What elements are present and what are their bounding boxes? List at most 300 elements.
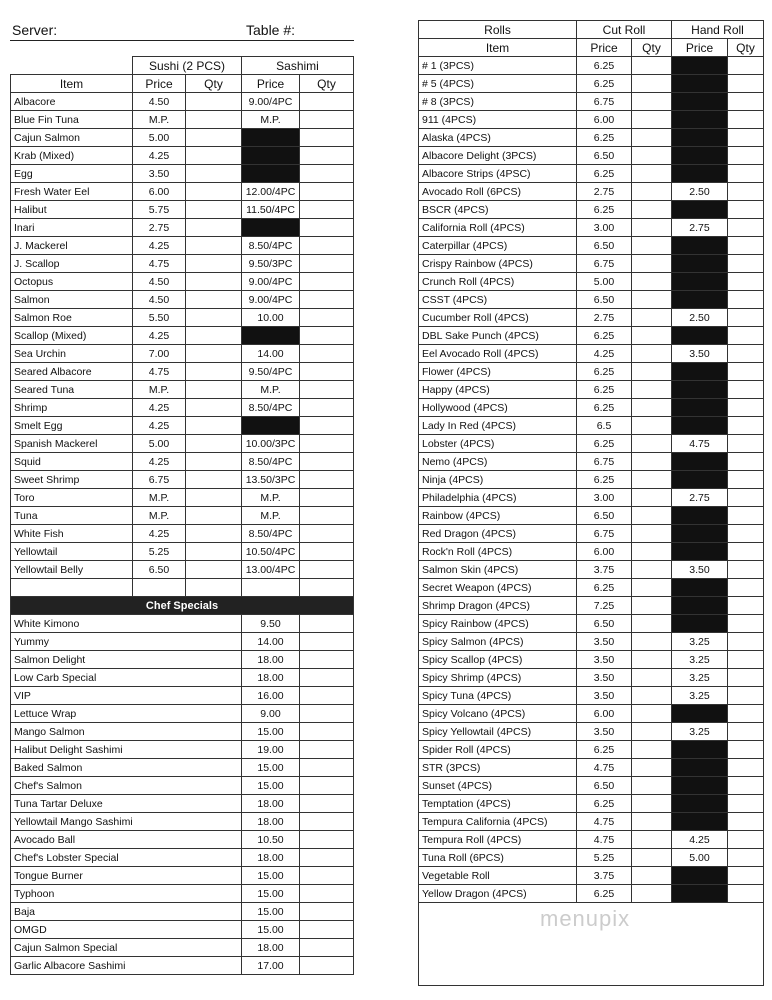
cut-qty-cell[interactable]: [632, 147, 672, 165]
hand-qty-cell[interactable]: [728, 651, 764, 669]
special-qty-cell[interactable]: [300, 759, 354, 777]
hand-qty-cell[interactable]: [728, 795, 764, 813]
special-qty-cell[interactable]: [300, 903, 354, 921]
hand-qty-cell[interactable]: [728, 669, 764, 687]
cut-qty-cell[interactable]: [632, 741, 672, 759]
sashimi-price: 8.50/4PC: [242, 237, 300, 255]
roll-item-row: [419, 777, 764, 795]
hand-qty-cell[interactable]: [728, 615, 764, 633]
hand-qty-cell[interactable]: [728, 309, 764, 327]
cut-qty-cell[interactable]: [632, 129, 672, 147]
cut-qty-header: Qty: [632, 39, 672, 57]
sushi-qty-cell[interactable]: [186, 147, 242, 165]
sushi-qty-cell[interactable]: [186, 255, 242, 273]
hand-qty-cell[interactable]: [728, 93, 764, 111]
unavailable-cell: [672, 525, 728, 543]
cut-price: 6.25: [577, 327, 632, 345]
sashimi-qty-cell[interactable]: [300, 543, 354, 561]
special-name: Tuna Tartar Deluxe: [11, 795, 242, 813]
sushi-qty-cell[interactable]: [186, 93, 242, 111]
sashimi-qty-cell[interactable]: [300, 291, 354, 309]
hand-qty-cell[interactable]: [728, 489, 764, 507]
roll-item-row: [419, 579, 764, 597]
hand-price: 2.50: [672, 183, 728, 201]
roll-item-row: [419, 327, 764, 345]
special-qty-cell[interactable]: [300, 867, 354, 885]
special-qty-cell[interactable]: [300, 831, 354, 849]
sashimi-price: M.P.: [242, 111, 300, 129]
rolls-table: [418, 20, 764, 986]
cut-price: 3.00: [577, 489, 632, 507]
sushi-qty-cell[interactable]: [186, 219, 242, 237]
special-qty-cell[interactable]: [300, 723, 354, 741]
cut-qty-cell[interactable]: [632, 363, 672, 381]
unavailable-cell: [672, 147, 728, 165]
sushi-qty-cell[interactable]: [186, 399, 242, 417]
chef-special-row: [11, 651, 354, 669]
sushi-price: M.P.: [133, 489, 186, 507]
unavailable-cell: [672, 615, 728, 633]
cut-price: 3.75: [577, 561, 632, 579]
roll-name: CSST (4PCS): [419, 291, 577, 309]
special-name: VIP: [11, 687, 242, 705]
cut-price: 6.75: [577, 93, 632, 111]
chef-special-row: [11, 759, 354, 777]
hand-qty-cell[interactable]: [728, 327, 764, 345]
sushi-qty-cell[interactable]: [186, 111, 242, 129]
special-qty-cell[interactable]: [300, 687, 354, 705]
roll-item-row: [419, 435, 764, 453]
sashimi-qty-cell[interactable]: [300, 147, 354, 165]
sashimi-qty-cell[interactable]: [300, 399, 354, 417]
special-name: Baja: [11, 903, 242, 921]
hand-qty-cell[interactable]: [728, 399, 764, 417]
sushi-qty-cell[interactable]: [186, 417, 242, 435]
corner-blank: [11, 57, 133, 75]
cut-qty-cell[interactable]: [632, 867, 672, 885]
cut-qty-cell[interactable]: [632, 381, 672, 399]
sashimi-qty-cell[interactable]: [300, 381, 354, 399]
special-qty-cell[interactable]: [300, 669, 354, 687]
hand-qty-cell[interactable]: [728, 885, 764, 903]
item-name: Halibut: [11, 201, 133, 219]
special-qty-cell[interactable]: [300, 633, 354, 651]
roll-item-row: [419, 741, 764, 759]
hand-qty-cell[interactable]: [728, 561, 764, 579]
spacer-cell: [242, 579, 300, 597]
spacer-cell: [300, 579, 354, 597]
menu-item-row: [11, 201, 354, 219]
spacer-cell: [186, 579, 242, 597]
sushi-qty-cell[interactable]: [186, 381, 242, 399]
cut-qty-cell[interactable]: [632, 669, 672, 687]
roll-name: Yellow Dragon (4PCS): [419, 885, 577, 903]
cut-qty-cell[interactable]: [632, 831, 672, 849]
sushi-qty-cell[interactable]: [186, 345, 242, 363]
roll-item-row: [419, 363, 764, 381]
roll-name: Red Dragon (4PCS): [419, 525, 577, 543]
special-name: Low Carb Special: [11, 669, 242, 687]
sashimi-qty-cell[interactable]: [300, 273, 354, 291]
unavailable-cell: [672, 237, 728, 255]
hand-qty-cell[interactable]: [728, 525, 764, 543]
cut-qty-cell[interactable]: [632, 759, 672, 777]
cut-qty-cell[interactable]: [632, 813, 672, 831]
cut-roll-header: Cut Roll: [577, 21, 672, 39]
hand-qty-cell[interactable]: [728, 363, 764, 381]
chef-special-row: [11, 921, 354, 939]
hand-qty-cell[interactable]: [728, 723, 764, 741]
unavailable-cell: [672, 813, 728, 831]
spacer-row: [11, 579, 354, 597]
cut-qty-cell[interactable]: [632, 417, 672, 435]
special-price: 18.00: [242, 651, 300, 669]
cut-qty-cell[interactable]: [632, 651, 672, 669]
cut-price: 6.50: [577, 777, 632, 795]
sashimi-group-header: Sashimi: [242, 57, 354, 75]
hand-qty-cell[interactable]: [728, 813, 764, 831]
sashimi-qty-cell[interactable]: [300, 165, 354, 183]
cut-qty-cell[interactable]: [632, 273, 672, 291]
sashimi-qty-cell[interactable]: [300, 129, 354, 147]
sushi-qty-cell[interactable]: [186, 489, 242, 507]
roll-name: BSCR (4PCS): [419, 201, 577, 219]
hand-qty-cell[interactable]: [728, 147, 764, 165]
roll-item-row: [419, 273, 764, 291]
special-qty-cell[interactable]: [300, 813, 354, 831]
roll-name: Philadelphia (4PCS): [419, 489, 577, 507]
cut-price: 3.00: [577, 219, 632, 237]
sushi-qty-cell[interactable]: [186, 291, 242, 309]
item-name: Seared Tuna: [11, 381, 133, 399]
sushi-qty-cell[interactable]: [186, 327, 242, 345]
unavailable-cell: [672, 597, 728, 615]
special-price: 15.00: [242, 921, 300, 939]
item-name: J. Scallop: [11, 255, 133, 273]
sushi-qty-cell[interactable]: [186, 561, 242, 579]
hand-qty-cell[interactable]: [728, 75, 764, 93]
cut-qty-cell[interactable]: [632, 525, 672, 543]
hand-qty-cell[interactable]: [728, 219, 764, 237]
cut-qty-cell[interactable]: [632, 399, 672, 417]
roll-name: Flower (4PCS): [419, 363, 577, 381]
cut-qty-cell[interactable]: [632, 561, 672, 579]
special-qty-cell[interactable]: [300, 777, 354, 795]
hand-qty-cell[interactable]: [728, 687, 764, 705]
roll-name: Spicy Salmon (4PCS): [419, 633, 577, 651]
hand-qty-cell[interactable]: [728, 705, 764, 723]
sashimi-price: 9.00/4PC: [242, 93, 300, 111]
cut-qty-cell[interactable]: [632, 435, 672, 453]
hand-qty-cell[interactable]: [728, 867, 764, 885]
sashimi-qty-cell[interactable]: [300, 219, 354, 237]
sashimi-qty-cell[interactable]: [300, 201, 354, 219]
cut-qty-cell[interactable]: [632, 75, 672, 93]
roll-item-row: [419, 687, 764, 705]
roll-item-row: [419, 201, 764, 219]
header-underline: [10, 40, 354, 41]
cut-qty-cell[interactable]: [632, 543, 672, 561]
roll-item-row: [419, 597, 764, 615]
hand-qty-cell[interactable]: [728, 831, 764, 849]
special-qty-cell[interactable]: [300, 651, 354, 669]
cut-qty-cell[interactable]: [632, 795, 672, 813]
roll-name: 911 (4PCS): [419, 111, 577, 129]
hand-qty-cell[interactable]: [728, 741, 764, 759]
roll-item-row: [419, 309, 764, 327]
sashimi-qty-cell[interactable]: [300, 507, 354, 525]
unavailable-cell: [242, 327, 300, 345]
sushi-qty-cell[interactable]: [186, 237, 242, 255]
roll-item-row: [419, 885, 764, 903]
cut-qty-cell[interactable]: [632, 885, 672, 903]
special-qty-cell[interactable]: [300, 885, 354, 903]
cut-qty-cell[interactable]: [632, 165, 672, 183]
rolls-group-header-row: [419, 21, 764, 39]
cut-qty-cell[interactable]: [632, 507, 672, 525]
sashimi-qty-cell[interactable]: [300, 327, 354, 345]
special-price: 18.00: [242, 939, 300, 957]
roll-item-row: [419, 291, 764, 309]
sashimi-qty-cell[interactable]: [300, 111, 354, 129]
cut-qty-cell[interactable]: [632, 183, 672, 201]
roll-name: Spicy Volcano (4PCS): [419, 705, 577, 723]
item-name: Egg: [11, 165, 133, 183]
sushi-qty-cell[interactable]: [186, 183, 242, 201]
chef-special-row: [11, 705, 354, 723]
item-name: White Fish: [11, 525, 133, 543]
cut-price: 6.25: [577, 381, 632, 399]
special-name: Lettuce Wrap: [11, 705, 242, 723]
special-qty-cell[interactable]: [300, 939, 354, 957]
sashimi-qty-cell[interactable]: [300, 345, 354, 363]
sashimi-qty-cell[interactable]: [300, 237, 354, 255]
special-name: Mango Salmon: [11, 723, 242, 741]
sushi-qty-cell[interactable]: [186, 525, 242, 543]
unavailable-cell: [672, 291, 728, 309]
hand-qty-cell[interactable]: [728, 237, 764, 255]
item-name: Squid: [11, 453, 133, 471]
hand-qty-cell[interactable]: [728, 633, 764, 651]
sushi-price: 6.75: [133, 471, 186, 489]
sushi-qty-cell[interactable]: [186, 453, 242, 471]
special-price: 18.00: [242, 813, 300, 831]
sushi-price-header: Price: [133, 75, 186, 93]
roll-name: # 1 (3PCS): [419, 57, 577, 75]
special-qty-cell[interactable]: [300, 741, 354, 759]
hand-qty-cell[interactable]: [728, 273, 764, 291]
special-qty-cell[interactable]: [300, 849, 354, 867]
roll-item-row: [419, 561, 764, 579]
sushi-qty-cell[interactable]: [186, 309, 242, 327]
cut-qty-cell[interactable]: [632, 219, 672, 237]
cut-price: 3.50: [577, 651, 632, 669]
sushi-qty-cell[interactable]: [186, 201, 242, 219]
item-name: Scallop (Mixed): [11, 327, 133, 345]
sashimi-qty-cell[interactable]: [300, 309, 354, 327]
sushi-price: 4.25: [133, 327, 186, 345]
roll-item-row: [419, 255, 764, 273]
sashimi-qty-cell[interactable]: [300, 255, 354, 273]
hand-qty-cell[interactable]: [728, 255, 764, 273]
sashimi-qty-cell[interactable]: [300, 471, 354, 489]
sashimi-qty-cell[interactable]: [300, 183, 354, 201]
item-name: Yellowtail Belly: [11, 561, 133, 579]
sushi-qty-cell[interactable]: [186, 435, 242, 453]
hand-qty-cell[interactable]: [728, 381, 764, 399]
hand-qty-cell[interactable]: [728, 129, 764, 147]
cut-price: 3.75: [577, 867, 632, 885]
cut-qty-cell[interactable]: [632, 579, 672, 597]
hand-qty-cell[interactable]: [728, 201, 764, 219]
cut-qty-cell[interactable]: [632, 489, 672, 507]
cut-qty-cell[interactable]: [632, 255, 672, 273]
hand-roll-header: Hand Roll: [672, 21, 764, 39]
unavailable-cell: [672, 201, 728, 219]
cut-price: 7.25: [577, 597, 632, 615]
sashimi-qty-cell[interactable]: [300, 453, 354, 471]
sushi-qty-cell[interactable]: [186, 273, 242, 291]
roll-item-row: [419, 633, 764, 651]
cut-qty-cell[interactable]: [632, 111, 672, 129]
cut-qty-cell[interactable]: [632, 723, 672, 741]
cut-qty-cell[interactable]: [632, 777, 672, 795]
cut-qty-cell[interactable]: [632, 57, 672, 75]
sashimi-qty-cell[interactable]: [300, 93, 354, 111]
hand-qty-cell[interactable]: [728, 507, 764, 525]
hand-qty-cell[interactable]: [728, 183, 764, 201]
cut-qty-cell[interactable]: [632, 453, 672, 471]
cut-price: 6.00: [577, 543, 632, 561]
roll-name: Ninja (4PCS): [419, 471, 577, 489]
special-price: 15.00: [242, 777, 300, 795]
roll-name: # 8 (3PCS): [419, 93, 577, 111]
hand-qty-cell[interactable]: [728, 345, 764, 363]
hand-qty-cell[interactable]: [728, 471, 764, 489]
hand-qty-cell[interactable]: [728, 849, 764, 867]
sushi-qty-cell[interactable]: [186, 363, 242, 381]
cut-price: 3.50: [577, 687, 632, 705]
menu-item-row: [11, 345, 354, 363]
special-qty-cell[interactable]: [300, 705, 354, 723]
roll-item-row: [419, 129, 764, 147]
unavailable-cell: [672, 399, 728, 417]
special-name: Baked Salmon: [11, 759, 242, 777]
special-qty-cell[interactable]: [300, 615, 354, 633]
item-column-header: Item: [11, 75, 133, 93]
cut-qty-cell[interactable]: [632, 615, 672, 633]
cut-qty-cell[interactable]: [632, 93, 672, 111]
sushi-group-header: Sushi (2 PCS): [133, 57, 242, 75]
sashimi-qty-cell[interactable]: [300, 363, 354, 381]
sushi-price: 4.25: [133, 399, 186, 417]
roll-name: Eel Avocado Roll (4PCS): [419, 345, 577, 363]
roll-item-row: [419, 147, 764, 165]
hand-qty-cell[interactable]: [728, 543, 764, 561]
hand-price: 3.25: [672, 633, 728, 651]
special-name: Chef's Lobster Special: [11, 849, 242, 867]
special-name: Typhoon: [11, 885, 242, 903]
sashimi-price: 8.50/4PC: [242, 453, 300, 471]
chef-special-row: [11, 885, 354, 903]
hand-price: 5.00: [672, 849, 728, 867]
sushi-qty-cell[interactable]: [186, 471, 242, 489]
roll-name: Caterpillar (4PCS): [419, 237, 577, 255]
roll-item-row: [419, 867, 764, 885]
sashimi-qty-cell[interactable]: [300, 435, 354, 453]
roll-name: Salmon Skin (4PCS): [419, 561, 577, 579]
special-qty-cell[interactable]: [300, 957, 354, 975]
roll-name: Lady In Red (4PCS): [419, 417, 577, 435]
sushi-qty-cell[interactable]: [186, 165, 242, 183]
cut-qty-cell[interactable]: [632, 705, 672, 723]
special-price: 18.00: [242, 669, 300, 687]
sashimi-qty-cell[interactable]: [300, 489, 354, 507]
hand-qty-cell[interactable]: [728, 417, 764, 435]
hand-qty-cell[interactable]: [728, 165, 764, 183]
roll-item-row: [419, 831, 764, 849]
cut-qty-cell[interactable]: [632, 687, 672, 705]
chef-special-row: [11, 795, 354, 813]
cut-qty-cell[interactable]: [632, 201, 672, 219]
hand-price: 4.25: [672, 831, 728, 849]
sashimi-qty-cell[interactable]: [300, 561, 354, 579]
roll-item-row: [419, 759, 764, 777]
special-price: 15.00: [242, 723, 300, 741]
sushi-qty-cell[interactable]: [186, 543, 242, 561]
sushi-qty-cell[interactable]: [186, 507, 242, 525]
roll-item-row: [419, 381, 764, 399]
hand-qty-cell[interactable]: [728, 777, 764, 795]
roll-item-row: [419, 111, 764, 129]
menu-item-row: [11, 183, 354, 201]
cut-qty-cell[interactable]: [632, 237, 672, 255]
cut-qty-cell[interactable]: [632, 471, 672, 489]
sashimi-qty-cell[interactable]: [300, 525, 354, 543]
special-qty-cell[interactable]: [300, 795, 354, 813]
menu-item-row: [11, 381, 354, 399]
special-price: 15.00: [242, 867, 300, 885]
hand-qty-cell[interactable]: [728, 291, 764, 309]
cut-price: 6.25: [577, 201, 632, 219]
cut-qty-cell[interactable]: [632, 633, 672, 651]
cut-qty-cell[interactable]: [632, 327, 672, 345]
cut-qty-cell[interactable]: [632, 291, 672, 309]
hand-qty-cell[interactable]: [728, 597, 764, 615]
special-price: 14.00: [242, 633, 300, 651]
sushi-qty-cell[interactable]: [186, 129, 242, 147]
hand-qty-cell[interactable]: [728, 579, 764, 597]
sashimi-qty-cell[interactable]: [300, 417, 354, 435]
roll-name: Happy (4PCS): [419, 381, 577, 399]
hand-qty-cell[interactable]: [728, 759, 764, 777]
hand-qty-cell[interactable]: [728, 453, 764, 471]
item-name: Sea Urchin: [11, 345, 133, 363]
cut-qty-cell[interactable]: [632, 597, 672, 615]
hand-qty-cell[interactable]: [728, 435, 764, 453]
cut-qty-cell[interactable]: [632, 345, 672, 363]
special-qty-cell[interactable]: [300, 921, 354, 939]
hand-qty-cell[interactable]: [728, 111, 764, 129]
cut-qty-cell[interactable]: [632, 309, 672, 327]
hand-price: 3.25: [672, 723, 728, 741]
item-name: Blue Fin Tuna: [11, 111, 133, 129]
hand-price: 4.75: [672, 435, 728, 453]
cut-qty-cell[interactable]: [632, 849, 672, 867]
hand-qty-cell[interactable]: [728, 57, 764, 75]
roll-item-row: [419, 417, 764, 435]
roll-name: Spicy Shrimp (4PCS): [419, 669, 577, 687]
